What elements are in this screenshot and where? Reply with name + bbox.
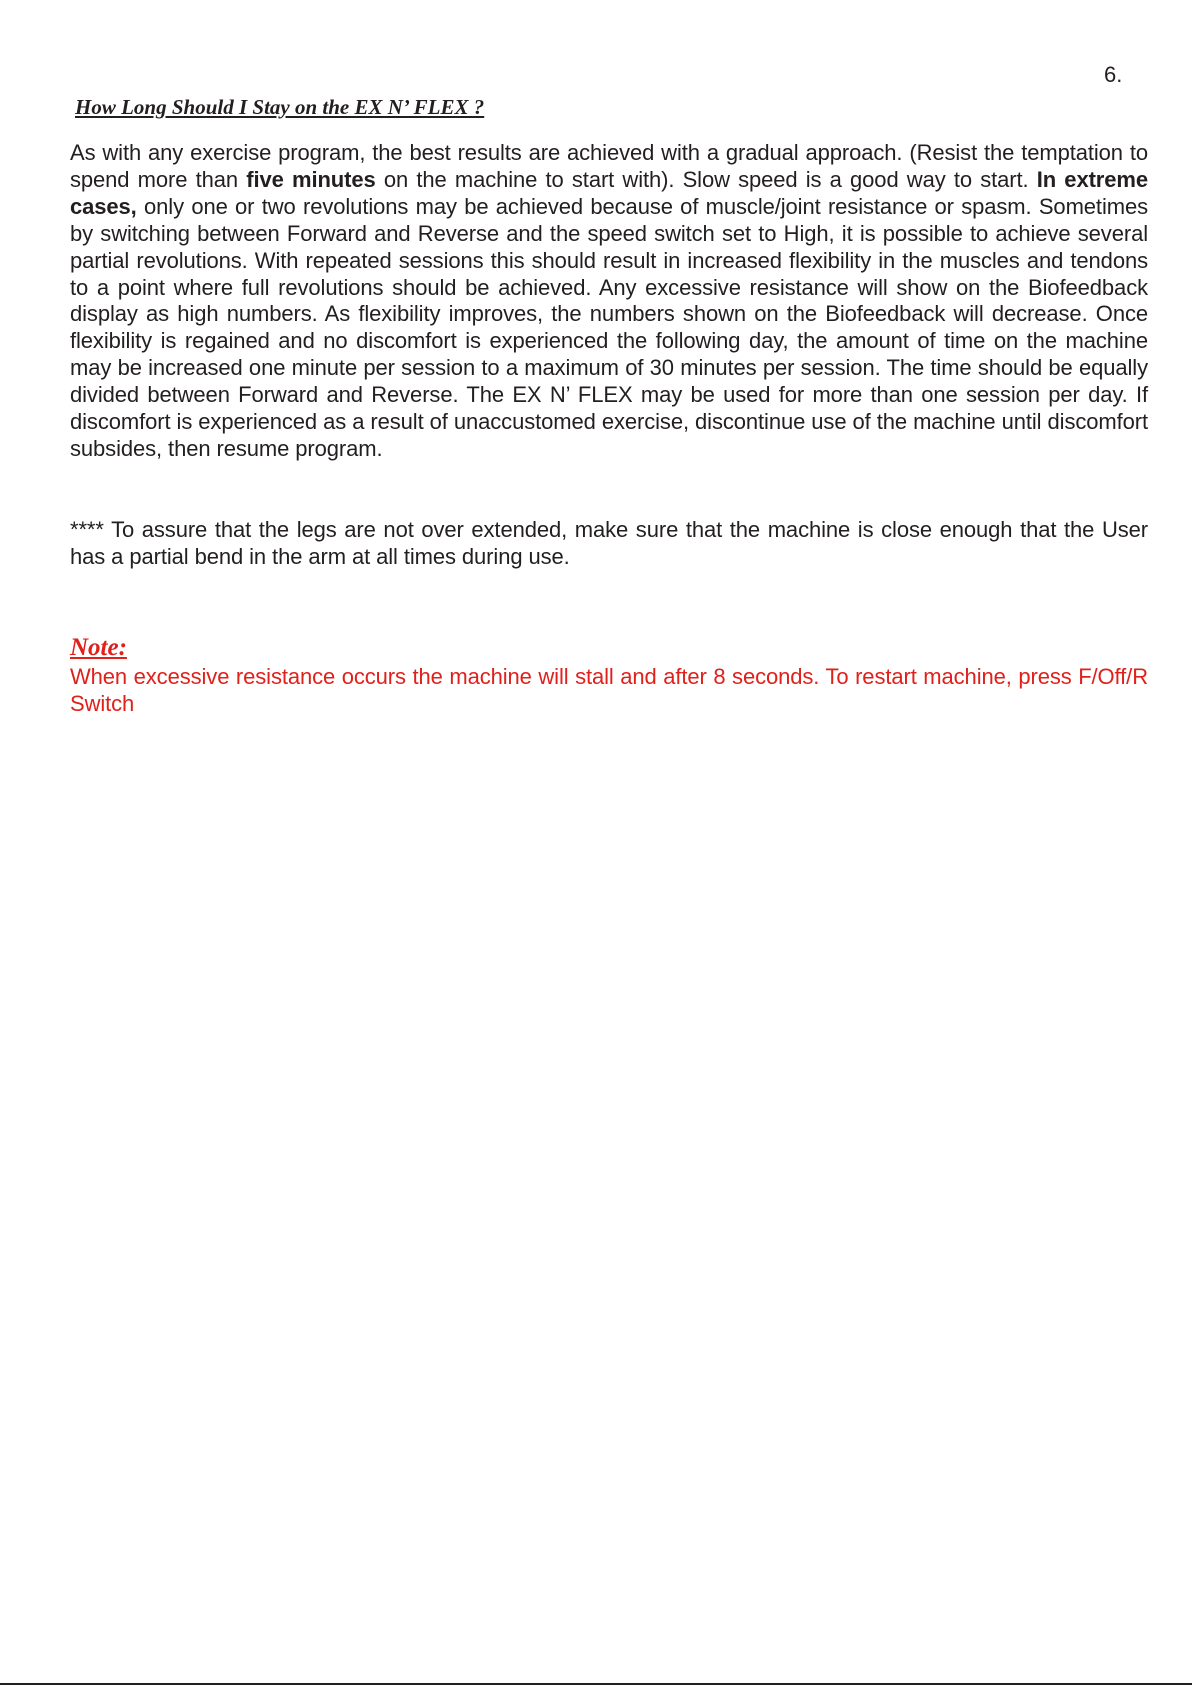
extreme-cases-emphasis: In extreme cases, <box>70 166 1148 219</box>
instructions-paragraph <box>70 140 1148 463</box>
page-number: 6. <box>1104 62 1123 87</box>
instructions-text-part2: on the machine to start with). Slow speed is a good way to start. <box>375 166 1037 192</box>
note-label: Note: <box>70 634 127 661</box>
section-heading: How Long Should I Stay on the EX N’ FLEX ? <box>75 95 485 119</box>
instructions-text-part3: only one or two revolutions may be achieved because of muscle/joint resistance or spasm. Sometimes by switching between Forward and Reverse and the speed switch set to High, it is possible to achieve several partial revolutions. With repeated sessions this should result in increased flexibility in the muscles and tendons to a point where full revolutions should be achieved. Any excessive resistance will show on the Biofeedback display as high numbers. As flexibility improves, the numbers shown on the Biofeedback will decrease. Once flexibility is regained and no discomfort is experienced the following day, the amount of time on the machine may be increased one minute per session to a maximum of 30 minutes per session. The time should be equally divided between Forward and Reverse. The EX N’ FLEX may be used for more than one session per day. If discomfort is experienced as a result of unaccustomed exercise, discontinue use of the machine until discomfort subsides, then resume program. <box>70 193 1148 461</box>
instructions-text-part1: As with any exercise program, the best results are achieved with a gradual approach. (Resist the temptation to spend more than <box>70 140 1148 192</box>
leg-extension-warning: **** To assure that the legs are not over extended, make sure that the machine is close enough that the User has a partial bend in the arm at all times during use. <box>70 517 1148 569</box>
note-text: When excessive resistance occurs the machine will stall and after 8 seconds. To restart machine, press F/Off/R Switch <box>70 664 1148 716</box>
five-minutes-emphasis: five minutes <box>246 166 376 192</box>
